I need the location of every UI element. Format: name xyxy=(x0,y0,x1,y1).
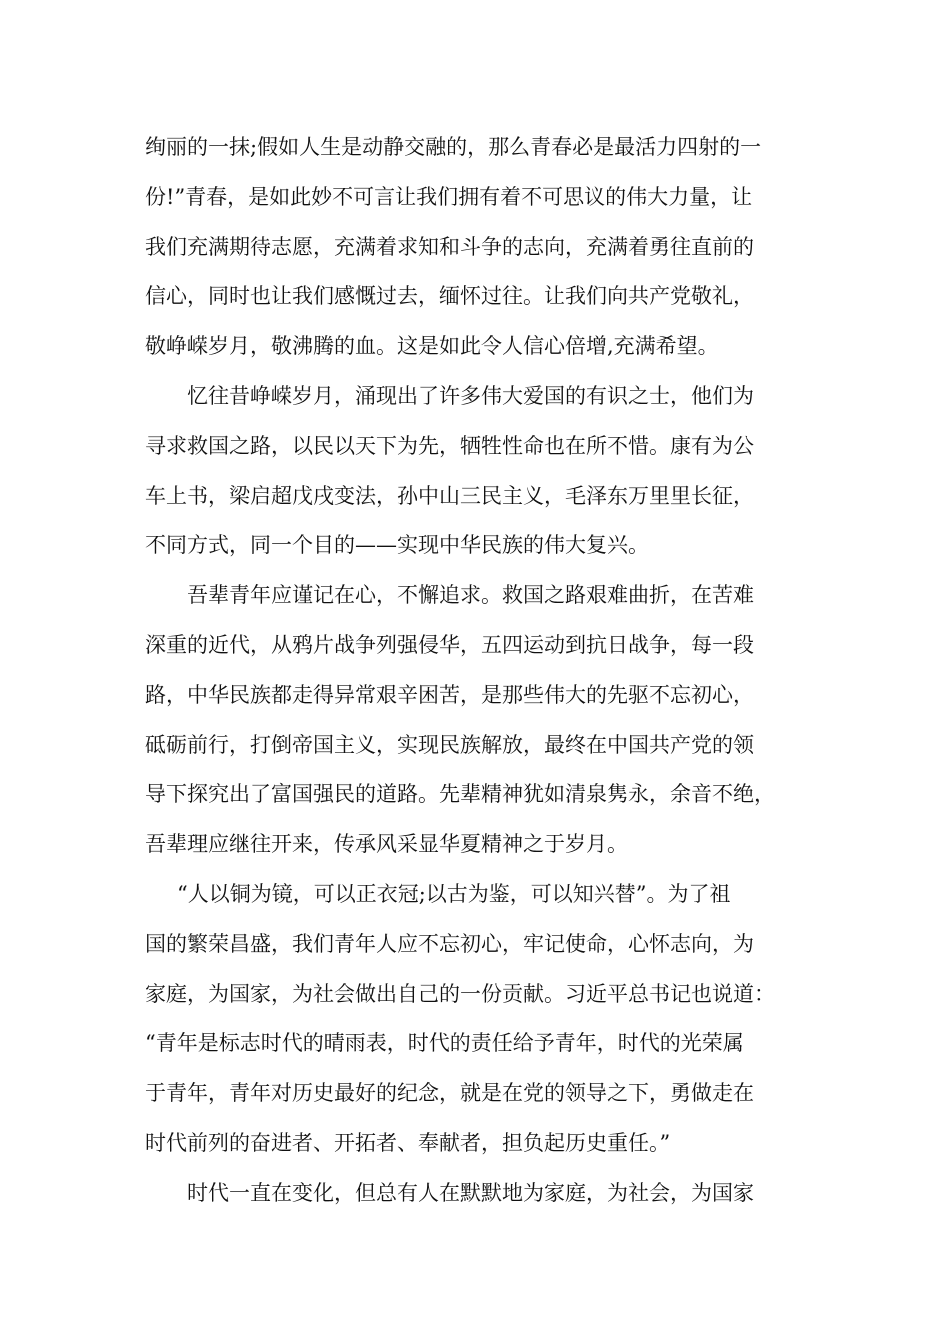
text-line: 绚丽的一抹;假如人生是动静交融的，那么青春必是最活力四射的一 xyxy=(145,135,762,159)
text-line: 时代前列的奋进者、开拓者、奉献者，担负起历史重任。” xyxy=(145,1130,671,1155)
text-line: 我们充满期待志愿，充满着求知和斗争的志向，充满着勇往直前的 xyxy=(145,234,754,259)
text-line: 不同方式，同一个目的——实现中华民族的伟大复兴。 xyxy=(145,533,649,558)
text-line: 导下探究出了富国强民的道路。先辈精神犹如清泉隽永，余音不绝， xyxy=(145,782,775,807)
paragraph-start-line: 时代一直在变化，但总有人在默默地为家庭，为社会，为国家 xyxy=(187,1180,754,1205)
text-line: 车上书，梁启超戊戌变法，孙中山三民主义，毛泽东万里里长征， xyxy=(145,483,754,508)
text-line: 路，中华民族都走得异常艰辛困苦，是那些伟大的先驱不忘初心， xyxy=(145,682,754,707)
text-line: “青年是标志时代的晴雨表，时代的责任给予青年，时代的光荣属 xyxy=(145,1031,744,1056)
paragraph-start-line: “人以铜为镜，可以正衣冠;以古为鉴，可以知兴替”。为了祖 xyxy=(177,881,731,906)
text-line: 家庭，为国家，为社会做出自己的一份贡献。习近平总书记也说道： xyxy=(145,981,775,1006)
text-line: 敬峥嵘岁月，敬沸腾的血。这是如此令人信心倍增,充满希望。 xyxy=(145,334,719,359)
text-line: 砥砺前行，打倒帝国主义，实现民族解放，最终在中国共产党的领 xyxy=(145,732,754,757)
text-line: 寻求救国之路，以民以天下为先，牺牲性命也在所不惜。康有为公 xyxy=(145,433,754,458)
text-line: 国的繁荣昌盛，我们青年人应不忘初心，牢记使命，心怀志向，为 xyxy=(145,931,754,956)
text-line: 信心，同时也让我们感慨过去，缅怀过往。让我们向共产党敬礼， xyxy=(145,284,754,309)
text-line: 于青年，青年对历史最好的纪念，就是在党的领导之下，勇做走在 xyxy=(145,1081,754,1106)
paragraph-start-line: 忆往昔峥嵘岁月，涌现出了许多伟大爱国的有识之士，他们为 xyxy=(187,383,754,408)
text-line: 吾辈理应继往开来，传承风采显华夏精神之于岁月。 xyxy=(145,832,628,857)
text-line: 深重的近代，从鸦片战争列强侵华，五四运动到抗日战争，每一段 xyxy=(145,632,754,657)
text-line: 份!”青春，是如此妙不可言让我们拥有着不可思议的伟大力量，让 xyxy=(145,184,753,209)
body-text xyxy=(145,123,815,1219)
paragraph-start-line: 吾辈青年应谨记在心，不懈追求。救国之路艰难曲折，在苦难 xyxy=(187,583,754,608)
